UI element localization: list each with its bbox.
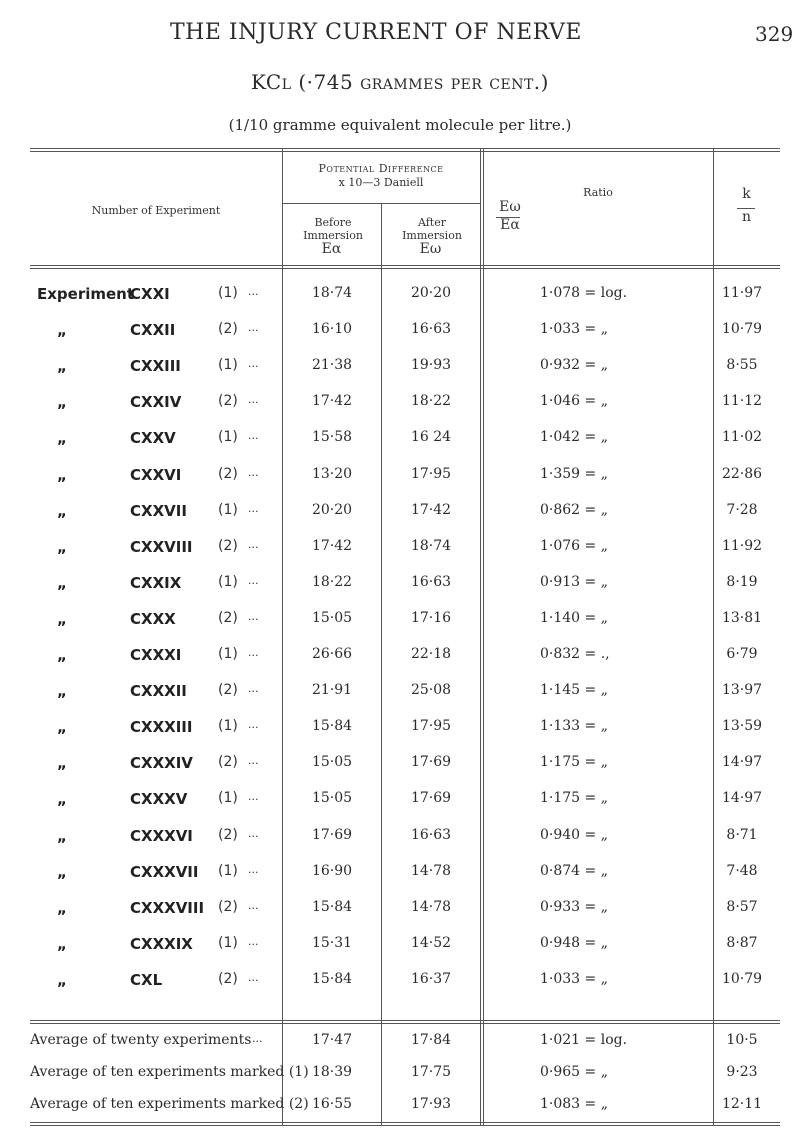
- experiment-mark: (2): [218, 898, 238, 915]
- ratio-value: 1·078 = log.: [540, 285, 628, 301]
- experiment-number: CXXI: [130, 285, 170, 303]
- average-k: 9·23: [726, 1064, 758, 1080]
- experiment-mark: (1): [218, 862, 238, 879]
- table-row: [0, 321, 800, 355]
- before-value: 21·38: [311, 357, 353, 374]
- k-value: 8·71: [726, 826, 758, 843]
- ratio-value: 1·133 = „: [540, 718, 608, 735]
- header-potential-difference: Potential Difference: [318, 162, 444, 175]
- experiment-dots: ...: [248, 573, 259, 587]
- before-value: 15·05: [311, 754, 353, 771]
- experiment-dots: ...: [248, 970, 259, 984]
- average-label: Average of twenty experiments: [30, 1032, 252, 1048]
- table-subtitle: (1/10 gramme equivalent molecule per litre.): [228, 116, 572, 134]
- average-before: 18·39: [311, 1064, 353, 1080]
- before-value: 15·58: [311, 429, 353, 446]
- before-value: 15·84: [311, 898, 353, 915]
- table-row: [0, 285, 800, 319]
- after-value: 16·63: [410, 321, 452, 338]
- header-potential-unit: x 10—3 Daniell: [338, 176, 424, 189]
- experiment-prefix: „: [57, 609, 67, 628]
- experiment-number: CXXIX: [130, 573, 182, 592]
- header-ratio-numerator: Eω: [499, 199, 521, 215]
- after-value: 16·37: [410, 970, 452, 987]
- k-value: 13·59: [721, 718, 763, 735]
- experiment-number: CXXXIV: [130, 754, 193, 773]
- experiment-prefix: „: [57, 646, 67, 664]
- k-value: 10·79: [721, 970, 763, 987]
- experiment-dots: ...: [248, 862, 259, 876]
- average-k: 10·5: [726, 1032, 758, 1048]
- ratio-value: 1·359 = „: [540, 465, 608, 482]
- k-value: 11·12: [721, 393, 763, 410]
- ratio-value: 0·940 = „: [540, 826, 608, 843]
- experiment-dots: ...: [248, 754, 259, 768]
- k-value: 8·55: [726, 357, 758, 374]
- average-label: Average of ten experiments marked (2): [30, 1096, 309, 1112]
- average-ratio: 1·083 = „: [540, 1096, 608, 1112]
- before-value: 18·22: [311, 573, 353, 590]
- before-value: 13·20: [311, 465, 353, 482]
- header-before-symbol: Eα: [321, 241, 342, 257]
- table-row: [0, 393, 800, 427]
- ratio-value: 1·033 = „: [540, 970, 608, 987]
- experiment-number: CXXXVI: [130, 826, 193, 845]
- before-value: 21·91: [311, 682, 353, 699]
- experiment-dots: ...: [248, 826, 259, 840]
- experiment-dots: ...: [248, 393, 259, 407]
- experiment-prefix: „: [57, 357, 67, 376]
- experiment-prefix: „: [57, 321, 67, 340]
- ratio-value: 0·933 = „: [540, 898, 608, 915]
- experiment-mark: (2): [218, 826, 238, 843]
- page-number: 329: [755, 22, 794, 46]
- experiment-prefix: „: [57, 393, 67, 412]
- experiment-prefix: „: [57, 718, 67, 737]
- experiment-mark: (2): [218, 609, 238, 626]
- experiment-number: CXXV: [130, 429, 176, 448]
- k-value: 8·19: [726, 573, 758, 590]
- experiment-mark: (2): [218, 465, 238, 482]
- before-value: 15·84: [311, 718, 353, 735]
- after-value: 25·08: [410, 682, 452, 699]
- average-after: 17·75: [410, 1064, 452, 1080]
- average-k: 12·11: [721, 1096, 763, 1112]
- experiment-prefix: „: [57, 537, 67, 556]
- experiment-prefix: „: [57, 429, 67, 448]
- experiment-mark: (1): [218, 285, 238, 301]
- experiment-number: CXXXI: [130, 646, 182, 664]
- ratio-value: 1·033 = „: [540, 321, 608, 338]
- before-value: 17·42: [311, 537, 353, 554]
- after-value: 14·52: [410, 934, 452, 951]
- table-row: [0, 754, 800, 788]
- k-value: 11·02: [721, 429, 763, 446]
- body-bottom-rule-inner: [30, 1023, 780, 1024]
- table-row: [0, 935, 800, 969]
- before-value: 17·69: [311, 826, 353, 843]
- table-row: [0, 682, 800, 716]
- k-value: 14·97: [721, 754, 763, 771]
- experiment-number: CXXVII: [130, 501, 187, 520]
- after-value: 14·78: [410, 898, 452, 915]
- average-ratio: 1·021 = log.: [540, 1032, 628, 1048]
- before-value: 26·66: [311, 646, 353, 662]
- experiment-mark: (1): [218, 429, 238, 446]
- experiment-number: CXXXIII: [130, 718, 193, 737]
- before-value: 15·05: [311, 790, 353, 807]
- average-dots: ...: [252, 1032, 263, 1045]
- after-value: 17·95: [410, 465, 452, 482]
- average-ratio: 0·965 = „: [540, 1064, 608, 1080]
- k-value: 13·81: [721, 609, 763, 626]
- ratio-value: 1·140 = „: [540, 609, 608, 626]
- table-row: [0, 357, 800, 391]
- after-value: 14·78: [410, 862, 452, 879]
- table-row: [0, 502, 800, 536]
- ratio-value: 0·874 = „: [540, 862, 608, 879]
- k-value: 14·97: [721, 790, 763, 807]
- before-value: 15·84: [311, 970, 353, 987]
- experiment-number: CXXIII: [130, 357, 181, 376]
- header-after-symbol: Eω: [419, 241, 442, 257]
- table-row: [0, 574, 800, 608]
- before-value: 16·10: [311, 321, 353, 338]
- table-row: [0, 718, 800, 752]
- experiment-prefix: „: [57, 790, 67, 809]
- experiment-dots: ...: [248, 646, 259, 659]
- experiment-mark: (1): [218, 790, 238, 807]
- ratio-value: 0·913 = „: [540, 573, 608, 590]
- experiment-prefix: „: [57, 898, 67, 917]
- average-before: 17·47: [311, 1032, 353, 1048]
- after-value: 18·22: [410, 393, 452, 410]
- ratio-value: 1·042 = „: [540, 429, 608, 446]
- header-bottom-rule: [30, 265, 780, 266]
- experiment-number: CXXXII: [130, 682, 187, 701]
- running-head: THE INJURY CURRENT OF NERVE: [170, 20, 582, 45]
- table-top-rule: [30, 148, 780, 149]
- after-value: 16·63: [410, 826, 452, 843]
- experiment-dots: ...: [248, 682, 259, 696]
- experiment-number: CXL: [130, 970, 163, 989]
- table-row: [0, 646, 800, 680]
- experiment-mark: (2): [218, 537, 238, 554]
- experiment-mark: (2): [218, 754, 238, 771]
- experiment-dots: ...: [248, 429, 259, 443]
- experiment-mark: (2): [218, 682, 238, 699]
- average-before: 16·55: [311, 1096, 353, 1112]
- after-value: 17·69: [410, 754, 452, 771]
- experiment-prefix: „: [57, 501, 67, 520]
- k-value: 7·48: [726, 862, 758, 879]
- experiment-prefix: „: [57, 862, 67, 881]
- table-top-rule-inner: [30, 151, 780, 152]
- experiment-prefix: „: [57, 826, 67, 845]
- experiment-dots: ...: [248, 718, 259, 732]
- average-row: [0, 1064, 800, 1094]
- table-row: [0, 827, 800, 861]
- ratio-value: 1·175 = „: [540, 790, 608, 807]
- k-value: 11·97: [721, 285, 763, 301]
- experiment-mark: (2): [218, 321, 238, 338]
- k-value: 8·57: [726, 898, 758, 915]
- table-row: [0, 971, 800, 1005]
- k-value: 6·79: [726, 646, 758, 662]
- experiment-mark: (1): [218, 718, 238, 735]
- experiment-dots: ...: [248, 790, 259, 804]
- after-value: 17·42: [410, 501, 452, 518]
- experiment-number: CXXXVII: [130, 862, 199, 881]
- body-bottom-rule: [30, 1020, 780, 1021]
- k-value: 8·87: [726, 934, 758, 951]
- experiment-mark: (1): [218, 646, 238, 662]
- ratio-value: 0·932 = „: [540, 357, 608, 374]
- header-k-numerator: k: [742, 186, 751, 202]
- experiment-number: CXXIV: [130, 393, 182, 412]
- experiment-number: CXXX: [130, 609, 176, 628]
- table-row: [0, 610, 800, 644]
- experiment-number: CXXXIX: [130, 934, 193, 953]
- after-value: 22·18: [410, 646, 452, 662]
- experiment-dots: ...: [248, 537, 259, 551]
- ratio-value: 1·076 = „: [540, 537, 608, 554]
- table-row: [0, 466, 800, 500]
- experiment-number: CXXVIII: [130, 537, 193, 556]
- average-after: 17·93: [410, 1096, 452, 1112]
- after-value: 16·63: [410, 573, 452, 590]
- experiment-dots: ...: [248, 357, 259, 371]
- experiment-mark: (2): [218, 393, 238, 410]
- header-experiment: Number of Experiment: [91, 204, 221, 217]
- experiment-mark: (1): [218, 357, 238, 374]
- after-value: 17·16: [410, 609, 452, 626]
- experiment-prefix: „: [57, 754, 67, 773]
- after-value: 17·69: [410, 790, 452, 807]
- experiment-number: CXXII: [130, 321, 176, 340]
- before-value: 15·31: [311, 934, 353, 951]
- average-row: [0, 1032, 800, 1062]
- ratio-value: 0·862 = „: [540, 501, 608, 518]
- average-label: Average of ten experiments marked (1): [30, 1064, 309, 1080]
- experiment-number: CXXXVIII: [130, 898, 205, 917]
- average-after: 17·84: [410, 1032, 452, 1048]
- experiment-dots: ...: [248, 285, 259, 298]
- k-value: 22·86: [721, 465, 763, 482]
- table-row: [0, 429, 800, 463]
- experiment-mark: (2): [218, 970, 238, 987]
- experiment-dots: ...: [248, 934, 259, 948]
- after-value: 17·95: [410, 718, 452, 735]
- ratio-value: 0·832 = .,: [540, 646, 610, 662]
- after-value: 20·20: [410, 285, 452, 301]
- before-value: 17·42: [311, 393, 353, 410]
- header-bottom-rule-inner: [30, 268, 780, 269]
- experiment-prefix: „: [57, 682, 67, 701]
- before-value: 16·90: [311, 862, 353, 879]
- ratio-value: 1·145 = „: [540, 682, 608, 699]
- k-value: 13·97: [721, 682, 763, 699]
- ratio-value: 1·046 = „: [540, 393, 608, 410]
- experiment-number: CXXVI: [130, 465, 182, 484]
- ratio-value: 1·175 = „: [540, 754, 608, 771]
- experiment-prefix: „: [57, 573, 67, 592]
- ratio-value: 0·948 = „: [540, 934, 608, 951]
- average-row: [0, 1096, 800, 1126]
- experiment-dots: ...: [248, 898, 259, 912]
- before-value: 18·74: [311, 285, 353, 301]
- table-row: [0, 790, 800, 824]
- header-ratio: Ratio: [583, 186, 613, 199]
- table-row: [0, 538, 800, 572]
- experiment-prefix: „: [57, 934, 67, 953]
- experiment-prefix: Experiment: [37, 285, 135, 303]
- experiment-number: CXXXV: [130, 790, 188, 809]
- before-value: 20·20: [311, 501, 353, 518]
- experiment-mark: (1): [218, 501, 238, 518]
- header-ratio-denominator: Eα: [500, 217, 520, 233]
- experiment-dots: ...: [248, 501, 259, 515]
- after-value: 19·93: [410, 357, 452, 374]
- table-title: KCl (·745 grammes per cent.): [251, 70, 549, 94]
- k-value: 7·28: [726, 501, 758, 518]
- experiment-prefix: „: [57, 970, 67, 989]
- k-value: 11·92: [721, 537, 763, 554]
- experiment-prefix: „: [57, 465, 67, 484]
- experiment-dots: ...: [248, 321, 259, 335]
- header-after: After Immersion: [402, 216, 462, 242]
- table-row: [0, 899, 800, 933]
- experiment-mark: (1): [218, 573, 238, 590]
- after-value: 16 24: [410, 429, 452, 446]
- table-row: [0, 863, 800, 897]
- experiment-dots: ...: [248, 609, 259, 623]
- header-k-denominator: n: [741, 209, 752, 225]
- k-value: 10·79: [721, 321, 763, 338]
- experiment-dots: ...: [248, 465, 259, 479]
- after-value: 18·74: [410, 537, 452, 554]
- experiment-mark: (1): [218, 934, 238, 951]
- header-before: Before Immersion: [303, 216, 363, 242]
- before-value: 15·05: [311, 609, 353, 626]
